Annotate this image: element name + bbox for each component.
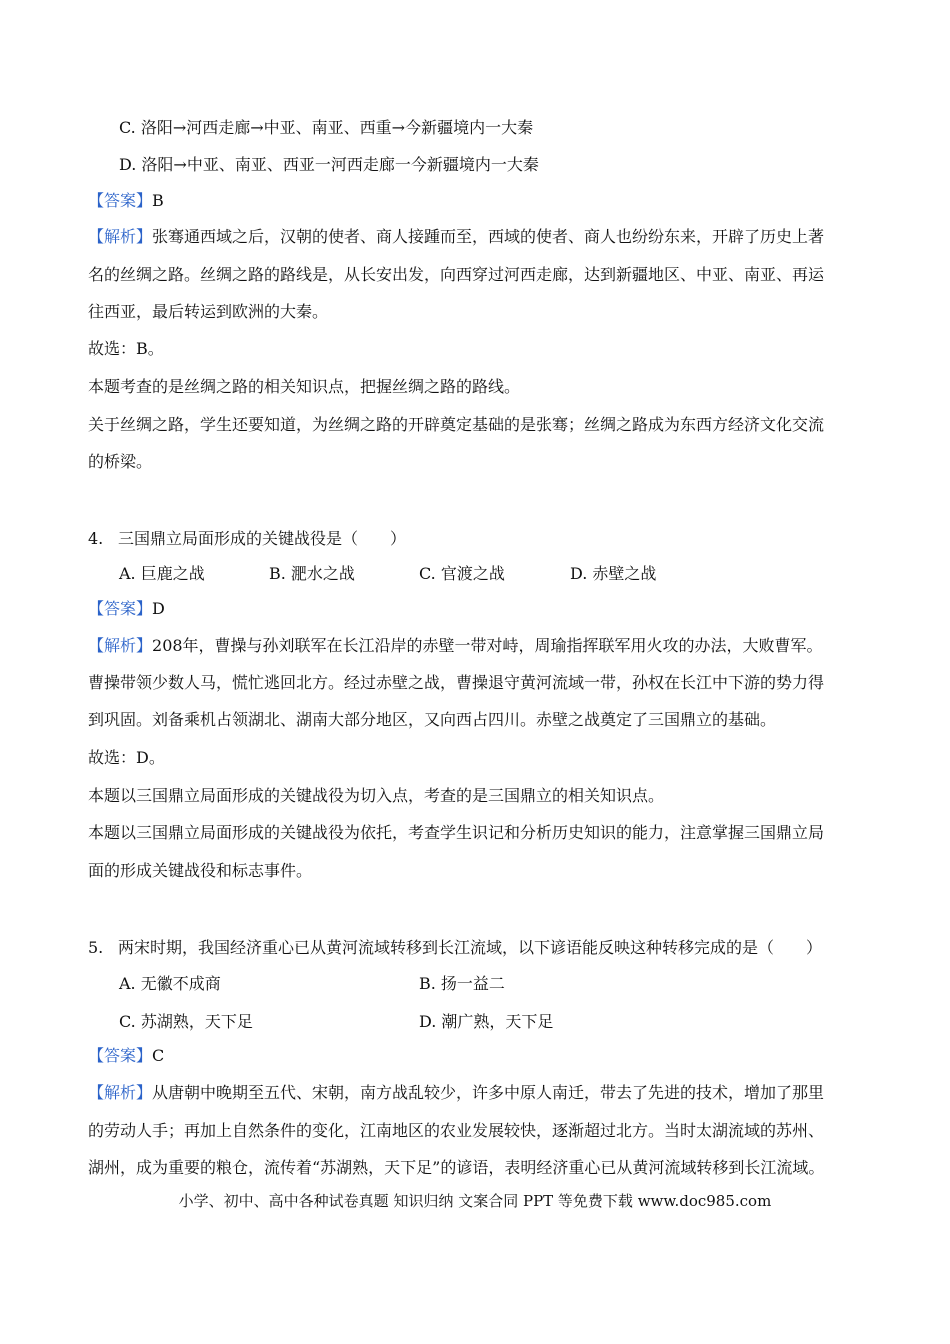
q4-option-b: B. 淝水之战 [269,564,355,583]
q5-option-b: B. 扬一益二 [419,974,505,993]
q3-note-2-line-1: 关于丝绸之路，学生还要知道，为丝绸之路的开辟奠定基础的是张骞；丝绸之路成为东西方经济文化交流 [88,415,825,434]
answer-value: B [152,191,164,210]
q4-option-c: C. 官渡之战 [419,564,505,583]
q3-analysis-line-1: 【解析】张骞通西域之后，汉朝的使者、商人接踵而至，西域的使者、商人也纷纷东来，开辟了历史上著 [88,227,825,246]
analysis-tag: 【解析】 [88,1083,153,1102]
q5-analysis-line-1: 【解析】从唐朝中晚期至五代、宋朝，南方战乱较少，许多中原人南迁，带去了先进的技术，增加了那里 [88,1083,825,1102]
answer-tag: 【答案】 [88,1046,153,1065]
q4-note-1: 本题以三国鼎立局面形成的关键战役为切入点，考查的是三国鼎立的相关知识点。 [88,786,665,805]
q5-question-text: 两宋时期，我国经济重心已从黄河流域转移到长江流域，以下谚语能反映这种转移完成的是（ ） [118,938,823,957]
q5-analysis-line-2: 的劳动人手；再加上自然条件的变化，江南地区的农业发展较快，逐渐超过北方。当时太湖流域的苏州、 [88,1121,825,1140]
q4-note-2-line-1: 本题以三国鼎立局面形成的关键战役为依托，考查学生识记和分析历史知识的能力，注意掌握三国鼎立局 [88,823,825,842]
q4-number: 4. [88,529,104,548]
q5-option-a: A. 无徽不成商 [119,974,221,993]
q5-answer [88,1045,164,1067]
q3-option-d: D. 洛阳→中亚、南亚、西亚一河西走廊一今新疆境内一大秦 [119,155,539,174]
q4-choice: 故选：D。 [88,748,165,767]
q5-number: 5. [88,938,104,957]
q3-note-1: 本题考查的是丝绸之路的相关知识点，把握丝绸之路的路线。 [88,377,521,396]
q4-analysis-line-3: 到巩固。刘备乘机占领湖北、湖南大部分地区，又向西占四川。赤壁之战奠定了三国鼎立的基础。 [88,710,777,729]
answer-tag: 【答案】 [88,191,153,210]
q4-answer [88,598,165,620]
analysis-tag: 【解析】 [88,227,153,246]
q3-choice: 故选：B。 [88,339,164,358]
q3-option-c: C. 洛阳→河西走廊→中亚、南亚、西重→今新疆境内一大秦 [119,118,534,137]
q5-option-d: D. 潮广熟，天下足 [419,1012,554,1031]
q3-answer [88,190,164,212]
q3-note-2-line-2: 的桥梁。 [88,452,153,471]
q4-option-d: D. 赤壁之战 [570,564,657,583]
answer-tag: 【答案】 [88,599,153,618]
page-footer: 小学、初中、高中各种试卷真题 知识归纳 文案合同 PPT 等免费下载 www.doc985.com [178,1192,772,1210]
q4-note-2-line-2: 面的形成关键战役和标志事件。 [88,861,313,880]
q4-question [88,528,406,550]
q5-option-c: C. 苏湖熟，天下足 [119,1012,253,1031]
q5-analysis-line-3: 湖州，成为重要的粮仓，流传着“苏湖熟，天下足”的谚语，表明经济重心已从黄河流域转移到长江流域。 [88,1158,825,1177]
q3-analysis-line-3: 往西亚，最后转运到欧洲的大秦。 [88,302,329,321]
answer-value: C [152,1046,165,1065]
answer-value: D [152,599,165,618]
q4-question-text: 三国鼎立局面形成的关键战役是（ ） [118,529,407,548]
q4-analysis-line-1: 【解析】208年，曹操与孙刘联军在长江沿岸的赤壁一带对峙，周瑜指挥联军用火攻的办法，大败曹军。 [88,636,823,655]
q4-analysis-line-2: 曹操带领少数人马，慌忙逃回北方。经过赤壁之战，曹操退守黄河流域一带，孙权在长江中下游的势力得 [88,673,825,692]
q4-option-a: A. 巨鹿之战 [119,564,205,583]
analysis-tag: 【解析】 [88,636,153,655]
q3-analysis-line-2: 名的丝绸之路。丝绸之路的路线是，从长安出发，向西穿过河西走廊，达到新疆地区、中亚、南亚、再运 [88,265,825,284]
q5-question [88,937,822,959]
